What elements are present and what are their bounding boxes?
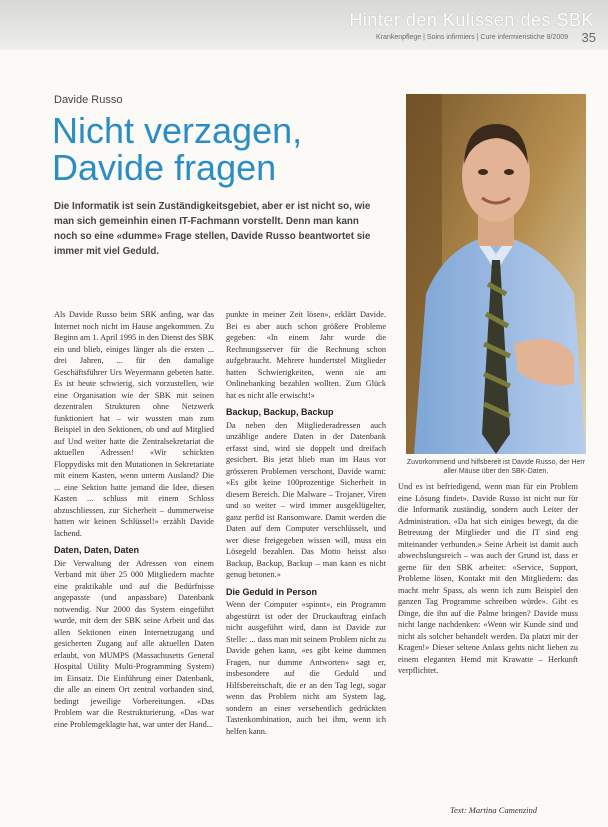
photo-caption: Zuvorkommend und hilfsbereit ist Davide Russo, der Herr aller Mäuse über den SBK-Daten. xyxy=(406,459,586,475)
body-paragraph: Und es ist befriedigend, wenn man für ein Problem eine Lösung findet». Davide Russo ist nicht nur für die Informatik zuständig, sondern auch Leiter der Administration. «Da hat sich einiges bewegt, da die Betreuung der Mitglieder und die IT sind eng miteinander verbunden.» Seine Arbeit ist damit auch abwechslungsreich – was auch der Grund ist, dass er gerne für den SBK arbeitet: «Service, Support, Probleme lösen, Kontakt mit den Mitgliedern: das macht mehr Spass, als wenn ich zum Beispiel den ganzen Tag Programme schreiben würde». Gibt es Dinge, die ihn auf die Palme bringen? Davide muss nicht lange nachdenken: «Wenn wir Kunde sind und nicht als solcher behandelt werden. Da platzt mir der Kragen!» Dieser seltene Anlass gehts nicht lieben zu einem eleganten Hemd mit Krawatte – Herkunft verpflichtet. xyxy=(398,482,578,675)
portrait-illustration xyxy=(406,94,586,454)
page-number: 35 xyxy=(581,30,596,45)
headline-line-1: Nicht verzagen, xyxy=(52,110,303,151)
body-paragraph: Als Davide Russo beim SBK anfing, war das Internet noch nicht im Hause angekommen. Zu Beginn am 1. April 1995 in den Dienst des SBK ein und blieb, einiges länger als die ersten ... drei Jahren, ... für den damalige Geschäftsführer Urs Weyermann gebeten hatte. Es ist heute schwierig, sich vorzustellen, wie eine Organisation wie der SBK mit seinen dezentralen Strukturen ohne Netzwerk funktioniert hat – wir wussten man zum Beispiel in den Sektionen, ob und auf Mitglied auf Und weiter hatte die Zentralsekretariat die aktuellen Adressen! «Wir schickten Floppydisks mit den Mutationen in Sekretariate mit einem Kasten, wenn unterm Ausland? Die ... eine Sektion hatte jemand die Idee, diesen Kasten ... schluss mit einem Schloss abzuschliessen, zur Sicherheit – dummerweise hatten wir keinen Schlüssel!» erzählt Davide lachend. xyxy=(54,310,214,538)
article-column-3 xyxy=(398,481,578,677)
portrait-photo xyxy=(406,94,586,454)
author-credit: Text: Martina Camenzind xyxy=(450,805,538,815)
subheading: Die Geduld in Person xyxy=(226,586,318,597)
headline-line-2: Davide fragen xyxy=(52,147,277,188)
article-column-1 xyxy=(54,309,214,730)
body-paragraph: Die Verwaltung der Adressen von einem Verband mit über 25 000 Mitgliedern machte eine praktikable und auf die Bedürfnisse angepasste (und anpassbare) Datenbank notwendig. Nur 2000 das System eingeführt wurde, mit dem der SBK seine Arbeit und das allen Sektionen einen Internetzugang und gesicherten Zugang auf alle aktuellen Daten erlaubt, von MUMPS (Massachusetts General Hospital Utility Multi-Programming System) im Einsatz. Die Einführung einer Datenbank, die alle an einem Ort zentral vorhanden sind, bedingt jeweilige Vorbereitungen. «Das Problem war die Restrukturierung. «Das war eine Problemgeklagte hat, war unter der Hand... xyxy=(54,558,214,729)
subheading: Backup, Backup, Backup xyxy=(226,407,334,417)
section-title: Hinter den Kulissen des SBK xyxy=(349,10,594,30)
body-paragraph: Wenn der Computer «spinnt», ein Programm abgestürzt ist oder der Druckauftrag einfach nicht ausgeführt wird, dann ist Davide zur Stelle: ... dass man mit seinem Problem nicht zu Davide gehen kann, «es gibt keine dummen Fragen, nur dumme Antworten» sagt er, insbesondere auf die Geduld und Hilfsbereitschaft, die er an den Tag legt, sogar wenn das Problem nicht am System lag, sondern an einer versehentlich gedrückten Tastenkombination, auch bei ihm, wenn ich helfen kann. xyxy=(226,600,386,736)
issue-line: Krankenpflege | Soins infirmiers | Cure infermieristiche 8/2009 xyxy=(376,34,568,41)
body-paragraph: Da neben den Mitgliederadressen auch unzählige andere Daten in der Datenbank erfasst sind, wird sie doppelt und dreifach gesichert. Bis jetzt blieb man im Haus vor grösseren Problemen verschont, Davide warnt: «Es gibt keine 100prozentige Sicherheit in diesem Bereich. Die Malware – Trojaner, Viren und so weiter – wird immer ausgeklügelter, ganz perfid ist Ransomware. Damit werden die Daten auf dem Computer verschlüsselt, und wer diese freigegeben wissen will, muss ein Lösegeld bezahlen. Das Motto heisst also Backup, Backup, Backup – man kann es nicht genug betonen.» xyxy=(226,420,386,579)
header-bar xyxy=(0,0,608,50)
lead-paragraph: Die Informatik ist sein Zuständigkeitsgebiet, aber er ist nicht so, wie man sich gemeinhin einen IT-Fachmann vorstellt. Denn man kann noch so eine «dumme» Frage stellen, Davide Russo beantwortet sie immer mit viel Geduld. xyxy=(54,201,371,257)
article-author: Davide Russo xyxy=(54,94,123,106)
body-paragraph: punkte in meiner Zeit lösen», erklärt Davide. Bei es aber auch schon größere Probleme gegeben: «In einem Jahr wurde die Rechnungsserver für die Rechnung schon aufgebraucht. Mehrere hundertstel Mitglieder hatten Schwierigkeiten, wenn sie am Onlinebanking bezahlen wollten. Zum Glück hat es nicht alle erwischt!» xyxy=(226,310,386,400)
subheading: Daten, Daten, Daten xyxy=(54,545,140,555)
article-headline xyxy=(52,112,382,186)
article-column-2 xyxy=(226,309,386,737)
